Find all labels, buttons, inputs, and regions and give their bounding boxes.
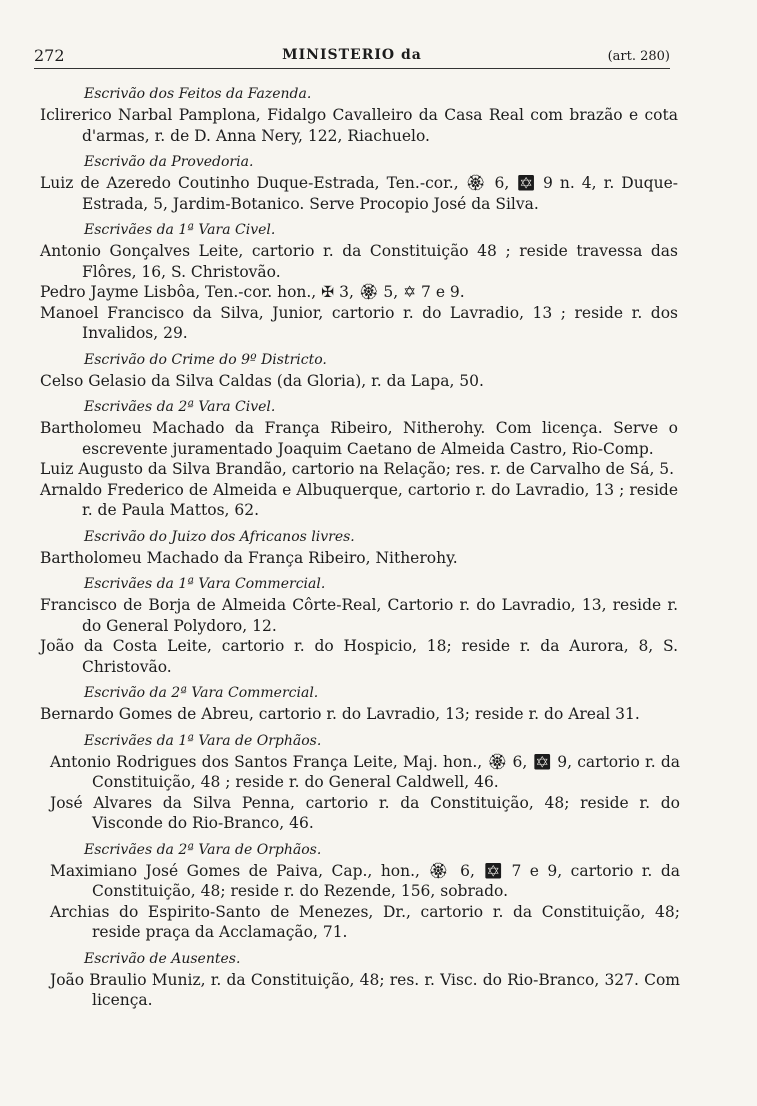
section-escrivao-ausentes [0,949,757,1011]
list-item: José Alvares da Silva Penna, cartorio r. da Constituição, 48; reside r. do Visconde do Rio-Branco, 46. [50,793,680,832]
section-escrivaes-2-vara-orphaos [0,840,757,943]
running-title: MINISTERIO da [282,47,422,63]
page-header [34,44,670,69]
list-item: Manoel Francisco da Silva, Junior, cartorio r. do Lavradio, 13 ; reside r. dos Invalidos, 29. [40,303,678,342]
section-escrivao-2-vara-commercial [0,683,757,725]
list-item: Bartholomeu Machado da França Ribeiro, Nitherohy. [40,548,458,567]
article-reference: (art. 280) [607,49,670,64]
list-item: Antonio Gonçalves Leite, cartorio r. da Constituição 48 ; reside travessa das Flôres, 16, S. Christovão. [40,242,678,281]
list-item: Antonio Rodrigues dos Santos França Leite, Maj. hon., 🏵 6, ✡ 9, cartorio r. da Constituição, 48 ; reside r. do General Caldwell, 46. [50,752,680,791]
section-escrivaes-1-vara-civel [0,220,757,344]
section-title: Escrivães da 2ª Vara de Orphãos. [84,841,322,858]
page-number: 272 [34,46,65,65]
section-title: Escrivão da 2ª Vara Commercial. [84,685,319,701]
list-item: Pedro Jayme Lisbôa, Ten.-cor. hon., ✠ 3, 🏵 5, ✡ 7 e 9. [40,283,465,301]
section-title: Escrivão dos Feitos da Fazenda. [84,86,312,102]
section-escrivaes-1-vara-orphaos [0,731,757,834]
section-title: Escrivães da 2ª Vara Civel. [84,399,276,415]
section-escrivao-africanos-livres [0,527,757,569]
section-escrivao-crime-9-districto [0,350,757,392]
list-item: João da Costa Leite, cartorio r. do Hospicio, 18; reside r. da Aurora, 8, S. Christovão. [40,637,678,676]
list-item: Archias do Espirito-Santo de Menezes, Dr., cartorio r. da Constituição, 48; reside praça da Acclamação, 71. [50,902,680,941]
list-item: Arnaldo Frederico de Almeida e Albuquerque, cartorio r. do Lavradio, 13 ; reside r. de Paula Mattos, 62. [40,480,678,519]
section-escrivaes-1-vara-commercial [0,574,757,677]
list-item: João Braulio Muniz, r. da Constituição, 48; res. r. Visc. do Rio-Branco, 327. Com licença. [50,970,680,1009]
list-item: Francisco de Borja de Almeida Côrte-Real, Cartorio r. do Lavradio, 13, reside r. do General Polydoro, 12. [40,596,678,635]
section-escrivao-feitos-fazenda [0,84,757,146]
section-title: Escrivães da 1ª Vara Commercial. [84,576,326,592]
section-title: Escrivão da Provedoria. [84,154,254,170]
list-item: Bernardo Gomes de Abreu, cartorio r. do Lavradio, 13; reside r. do Areal 31. [40,705,640,723]
list-item: Maximiano José Gomes de Paiva, Cap., hon., 🏵 6, ✡ 7 e 9, cartorio r. da Constituição, 48; reside r. do Rezende, 156, sobrado. [50,861,680,900]
list-item: Iclirerico Narbal Pamplona, Fidalgo Cavalleiro da Casa Real com brazão e cota d'armas, r. de D. Anna Nery, 122, Riachuelo. [40,106,678,145]
section-escrivao-provedoria [0,152,757,214]
list-item: Luiz de Azeredo Coutinho Duque-Estrada, Ten.-cor., 🏵 6, ✡ 9 n. 4, r. Duque-Estrada, 5, Jardim-Botanico. Serve Procopio José da Silva. [40,174,678,213]
list-item: Luiz Augusto da Silva Brandão, cartorio na Relação; res. r. de Carvalho de Sá, 5. [40,460,675,478]
section-title: Escrivão do Crime do 9º Districto. [84,351,327,368]
list-item: Celso Gelasio da Silva Caldas (da Gloria), r. da Lapa, 50. [40,371,484,390]
section-escrivaes-2-vara-civel [0,397,757,521]
section-title: Escrivães da 1ª Vara de Orphãos. [84,732,322,749]
directory-listing [0,84,757,1017]
section-title: Escrivães da 1ª Vara Civel. [84,222,276,238]
section-title: Escrivão do Juizo dos Africanos livres. [84,528,355,545]
section-title: Escrivão de Ausentes. [84,950,241,967]
list-item: Bartholomeu Machado da França Ribeiro, Nitherohy. Com licença. Serve o escrevente juramentado Joaquim Caetano de Almeida Castro, Rio-Comp. [40,419,678,458]
